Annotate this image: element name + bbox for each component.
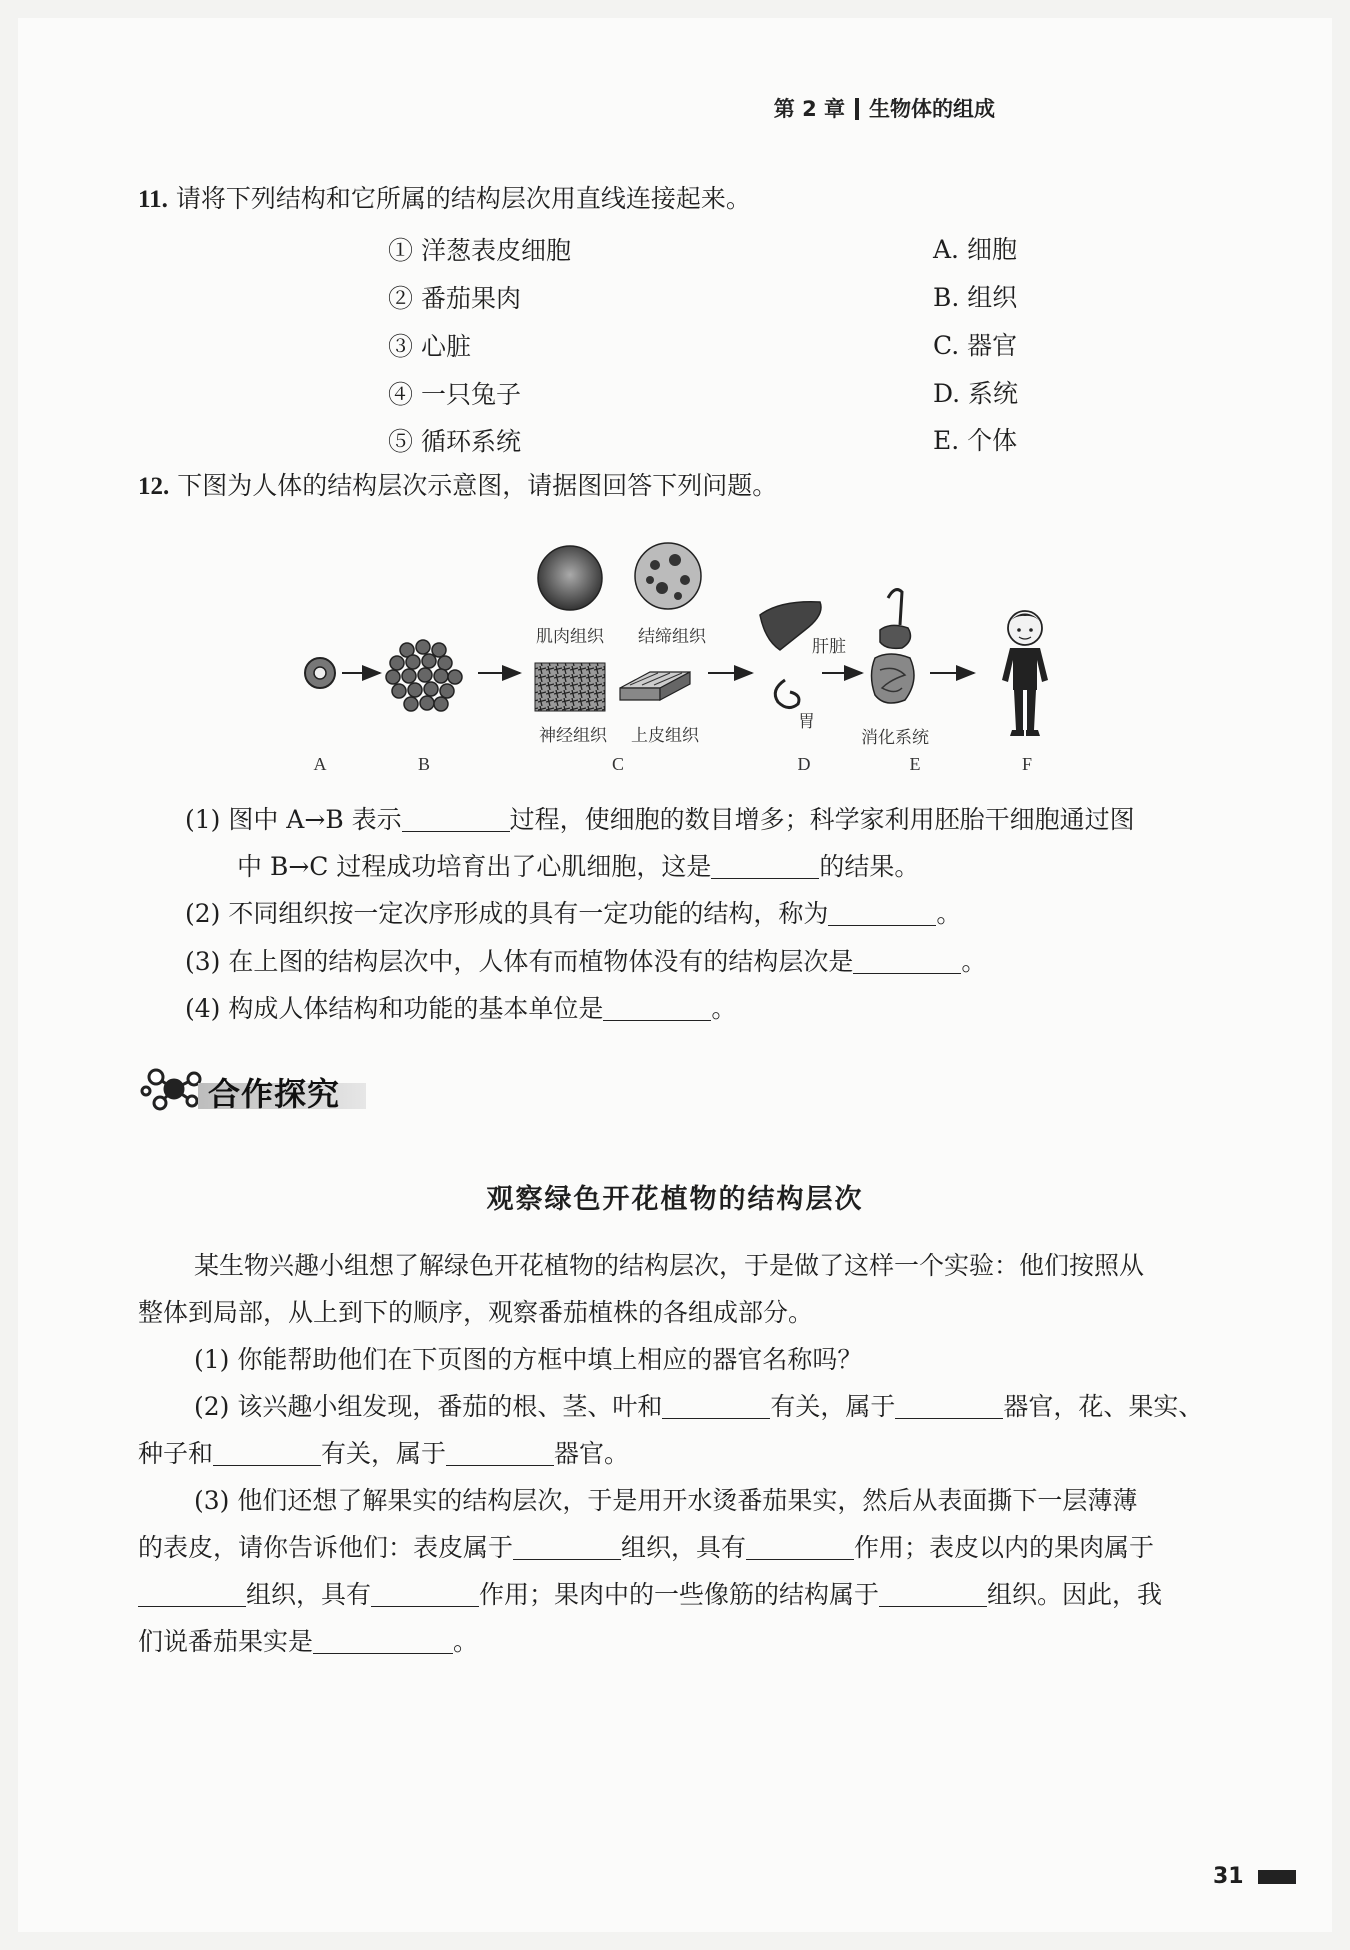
answer-blank[interactable]: [402, 805, 510, 832]
chapter-label: 第 2 章: [773, 97, 845, 121]
q12-sub2: [185, 895, 961, 933]
explore-p1-line2: 整体到局部，从上到下的顺序，观察番茄植株的各组成部分。: [138, 1298, 814, 1327]
stomach-label: 胃: [798, 712, 815, 732]
q11-left-item-5: ⑤ 循环系统: [388, 427, 521, 456]
explore-q3-line1: (3) 他们还想了解果实的结构层次，于是用开水烫番茄果实，然后从表面撕下一层薄薄: [194, 1486, 1138, 1515]
q11-right-item-a: A. 细胞: [933, 235, 1017, 264]
explore-q2-text-d: 种子和: [138, 1439, 214, 1468]
explore-q3-text-b: 的表皮，请你告诉他们：表皮属于: [138, 1533, 514, 1562]
q11-left-item-1: ① 洋葱表皮细胞: [388, 236, 571, 265]
q12-sub2-end: 。: [936, 899, 962, 928]
epithelial-tissue-label: 上皮组织: [631, 726, 699, 746]
q11-left-item-2: ② 番茄果肉: [388, 284, 521, 313]
explore-q1: (1) 你能帮助他们在下页图的方框中填上相应的器官名称吗？: [194, 1345, 863, 1374]
q12-sub3: [185, 943, 986, 981]
answer-blank[interactable]: [138, 1580, 246, 1607]
answer-blank[interactable]: [853, 947, 961, 974]
question-text: 下图为人体的结构层次示意图，请据图回答下列问题。: [177, 471, 778, 500]
explore-q3-text-i: 。: [453, 1627, 479, 1656]
muscle-tissue-image: [538, 546, 602, 610]
arrow-glyph: →: [304, 805, 326, 834]
q11-left-item-3: ③ 心脏: [388, 332, 471, 361]
nerve-tissue-image: [535, 663, 605, 711]
explore-q3-line3: [138, 1571, 1238, 1618]
stage-letter-d: D: [797, 754, 811, 774]
epithelial-tissue-image: [620, 672, 690, 700]
stage-letter-a: A: [313, 754, 327, 774]
stage-letter-c: C: [611, 754, 625, 774]
connective-tissue-image: [635, 543, 701, 609]
q12-sub1-line1: [185, 801, 1135, 839]
explore-q2-line1: [138, 1383, 1238, 1430]
stage-letter-b: B: [417, 754, 431, 774]
q12-sub3-end: 。: [961, 947, 987, 976]
header-divider: [855, 98, 859, 120]
page-number-bar: [1258, 1870, 1296, 1884]
q12-sub1-line2: [237, 848, 919, 886]
explore-q3-text-d: 作用；表皮以内的果肉属于: [854, 1533, 1155, 1562]
answer-blank[interactable]: [746, 1533, 854, 1560]
digestive-system-label: 消化系统: [861, 728, 929, 748]
q12-sub1-text-f: 的结果。: [819, 852, 920, 881]
q11-right-item-c: C. 器官: [933, 331, 1018, 360]
answer-blank[interactable]: [371, 1580, 479, 1607]
answer-blank[interactable]: [213, 1439, 321, 1466]
explore-q2-text-c: 器官，花、果实、: [1003, 1392, 1204, 1421]
stomach-image: [775, 680, 799, 708]
answer-blank[interactable]: [313, 1627, 453, 1654]
stage-b-cell-cluster: [386, 640, 462, 711]
stage-letter-e: E: [909, 754, 921, 774]
explore-q2-text-a: (2) 该兴趣小组发现，番茄的根、茎、叶和: [194, 1392, 663, 1421]
page-number: 31: [1213, 1864, 1244, 1889]
explore-q3-text-g: 组织。因此，我: [987, 1580, 1163, 1609]
explore-q2-text-b: 有关，属于: [770, 1392, 896, 1421]
explore-q3-line4: [138, 1618, 1238, 1665]
explore-title: 观察绿色开花植物的结构层次: [486, 1184, 864, 1215]
answer-blank[interactable]: [662, 1392, 770, 1419]
digestive-system-image: [872, 590, 915, 703]
q12-sub2-text: (2) 不同组织按一定次序形成的具有一定功能的结构，称为: [185, 899, 829, 928]
q12-sub1-text-e: C 过程成功培育出了心肌细胞，这是: [309, 852, 712, 881]
question-number: 11.: [138, 186, 168, 213]
answer-blank[interactable]: [711, 852, 819, 879]
answer-blank[interactable]: [895, 1392, 1003, 1419]
answer-blank[interactable]: [879, 1580, 987, 1607]
explore-q2-text-e: 有关，属于: [321, 1439, 447, 1468]
stage-a-cell: [305, 658, 335, 688]
answer-blank[interactable]: [603, 994, 711, 1021]
stage-letter-f: F: [1021, 754, 1033, 774]
explore-q3-text-e: 组织，具有: [246, 1580, 372, 1609]
q12-sub3-text: (3) 在上图的结构层次中，人体有而植物体没有的结构层次是: [185, 947, 854, 976]
explore-paragraph: [138, 1242, 1238, 1665]
answer-blank[interactable]: [513, 1533, 621, 1560]
q12-sub1-text-b: B 表示: [325, 805, 402, 834]
section-banner: [138, 1065, 368, 1113]
explore-q3-text-c: 组织，具有: [621, 1533, 747, 1562]
q12-sub1-text-a: (1) 图中 A: [185, 805, 305, 834]
q12-sub4-end: 。: [711, 994, 737, 1023]
question-text: 请将下列结构和它所属的结构层次用直线连接起来。: [175, 184, 751, 213]
q12-sub1-text-c: 过程，使细胞的数目增多；科学家利用胚胎干细胞通过图: [509, 805, 1135, 834]
q11-right-item-b: B. 组织: [933, 283, 1018, 312]
explore-p1-line1: 某生物兴趣小组想了解绿色开花植物的结构层次，于是做了这样一个实验：他们按照从: [194, 1251, 1145, 1280]
section-label: 生物体的组成: [869, 97, 995, 121]
question-number: 12.: [138, 473, 170, 500]
page-header: [774, 93, 995, 123]
section-title: 合作探究: [208, 1075, 341, 1113]
nerve-tissue-label: 神经组织: [539, 726, 607, 746]
body-structure-diagram: [290, 530, 1070, 780]
q12-sub4: [185, 990, 736, 1028]
answer-blank[interactable]: [446, 1439, 554, 1466]
arrow-glyph: →: [288, 852, 310, 881]
q11-right-item-e: E. 个体: [933, 426, 1018, 455]
explore-q3-line2: [138, 1524, 1238, 1571]
question-12: [138, 467, 777, 506]
liver-label: 肝脏: [812, 637, 846, 657]
muscle-tissue-label: 肌肉组织: [536, 627, 604, 647]
human-figure-image: [1002, 611, 1048, 736]
q11-right-item-d: D. 系统: [933, 379, 1019, 408]
explore-q2-line2: [138, 1430, 1238, 1477]
question-11: [138, 180, 751, 219]
answer-blank[interactable]: [828, 899, 936, 926]
connective-tissue-label: 结缔组织: [638, 627, 706, 647]
q12-sub4-text: (4) 构成人体结构和功能的基本单位是: [185, 994, 604, 1023]
q12-sub1-text-d: 中 B: [237, 852, 289, 881]
explore-q3-text-h: 们说番茄果实是: [138, 1627, 314, 1656]
q11-left-item-4: ④ 一只兔子: [388, 380, 521, 409]
explore-q2-text-f: 器官。: [554, 1439, 630, 1468]
explore-q3-text-f: 作用；果肉中的一些像筋的结构属于: [479, 1580, 880, 1609]
